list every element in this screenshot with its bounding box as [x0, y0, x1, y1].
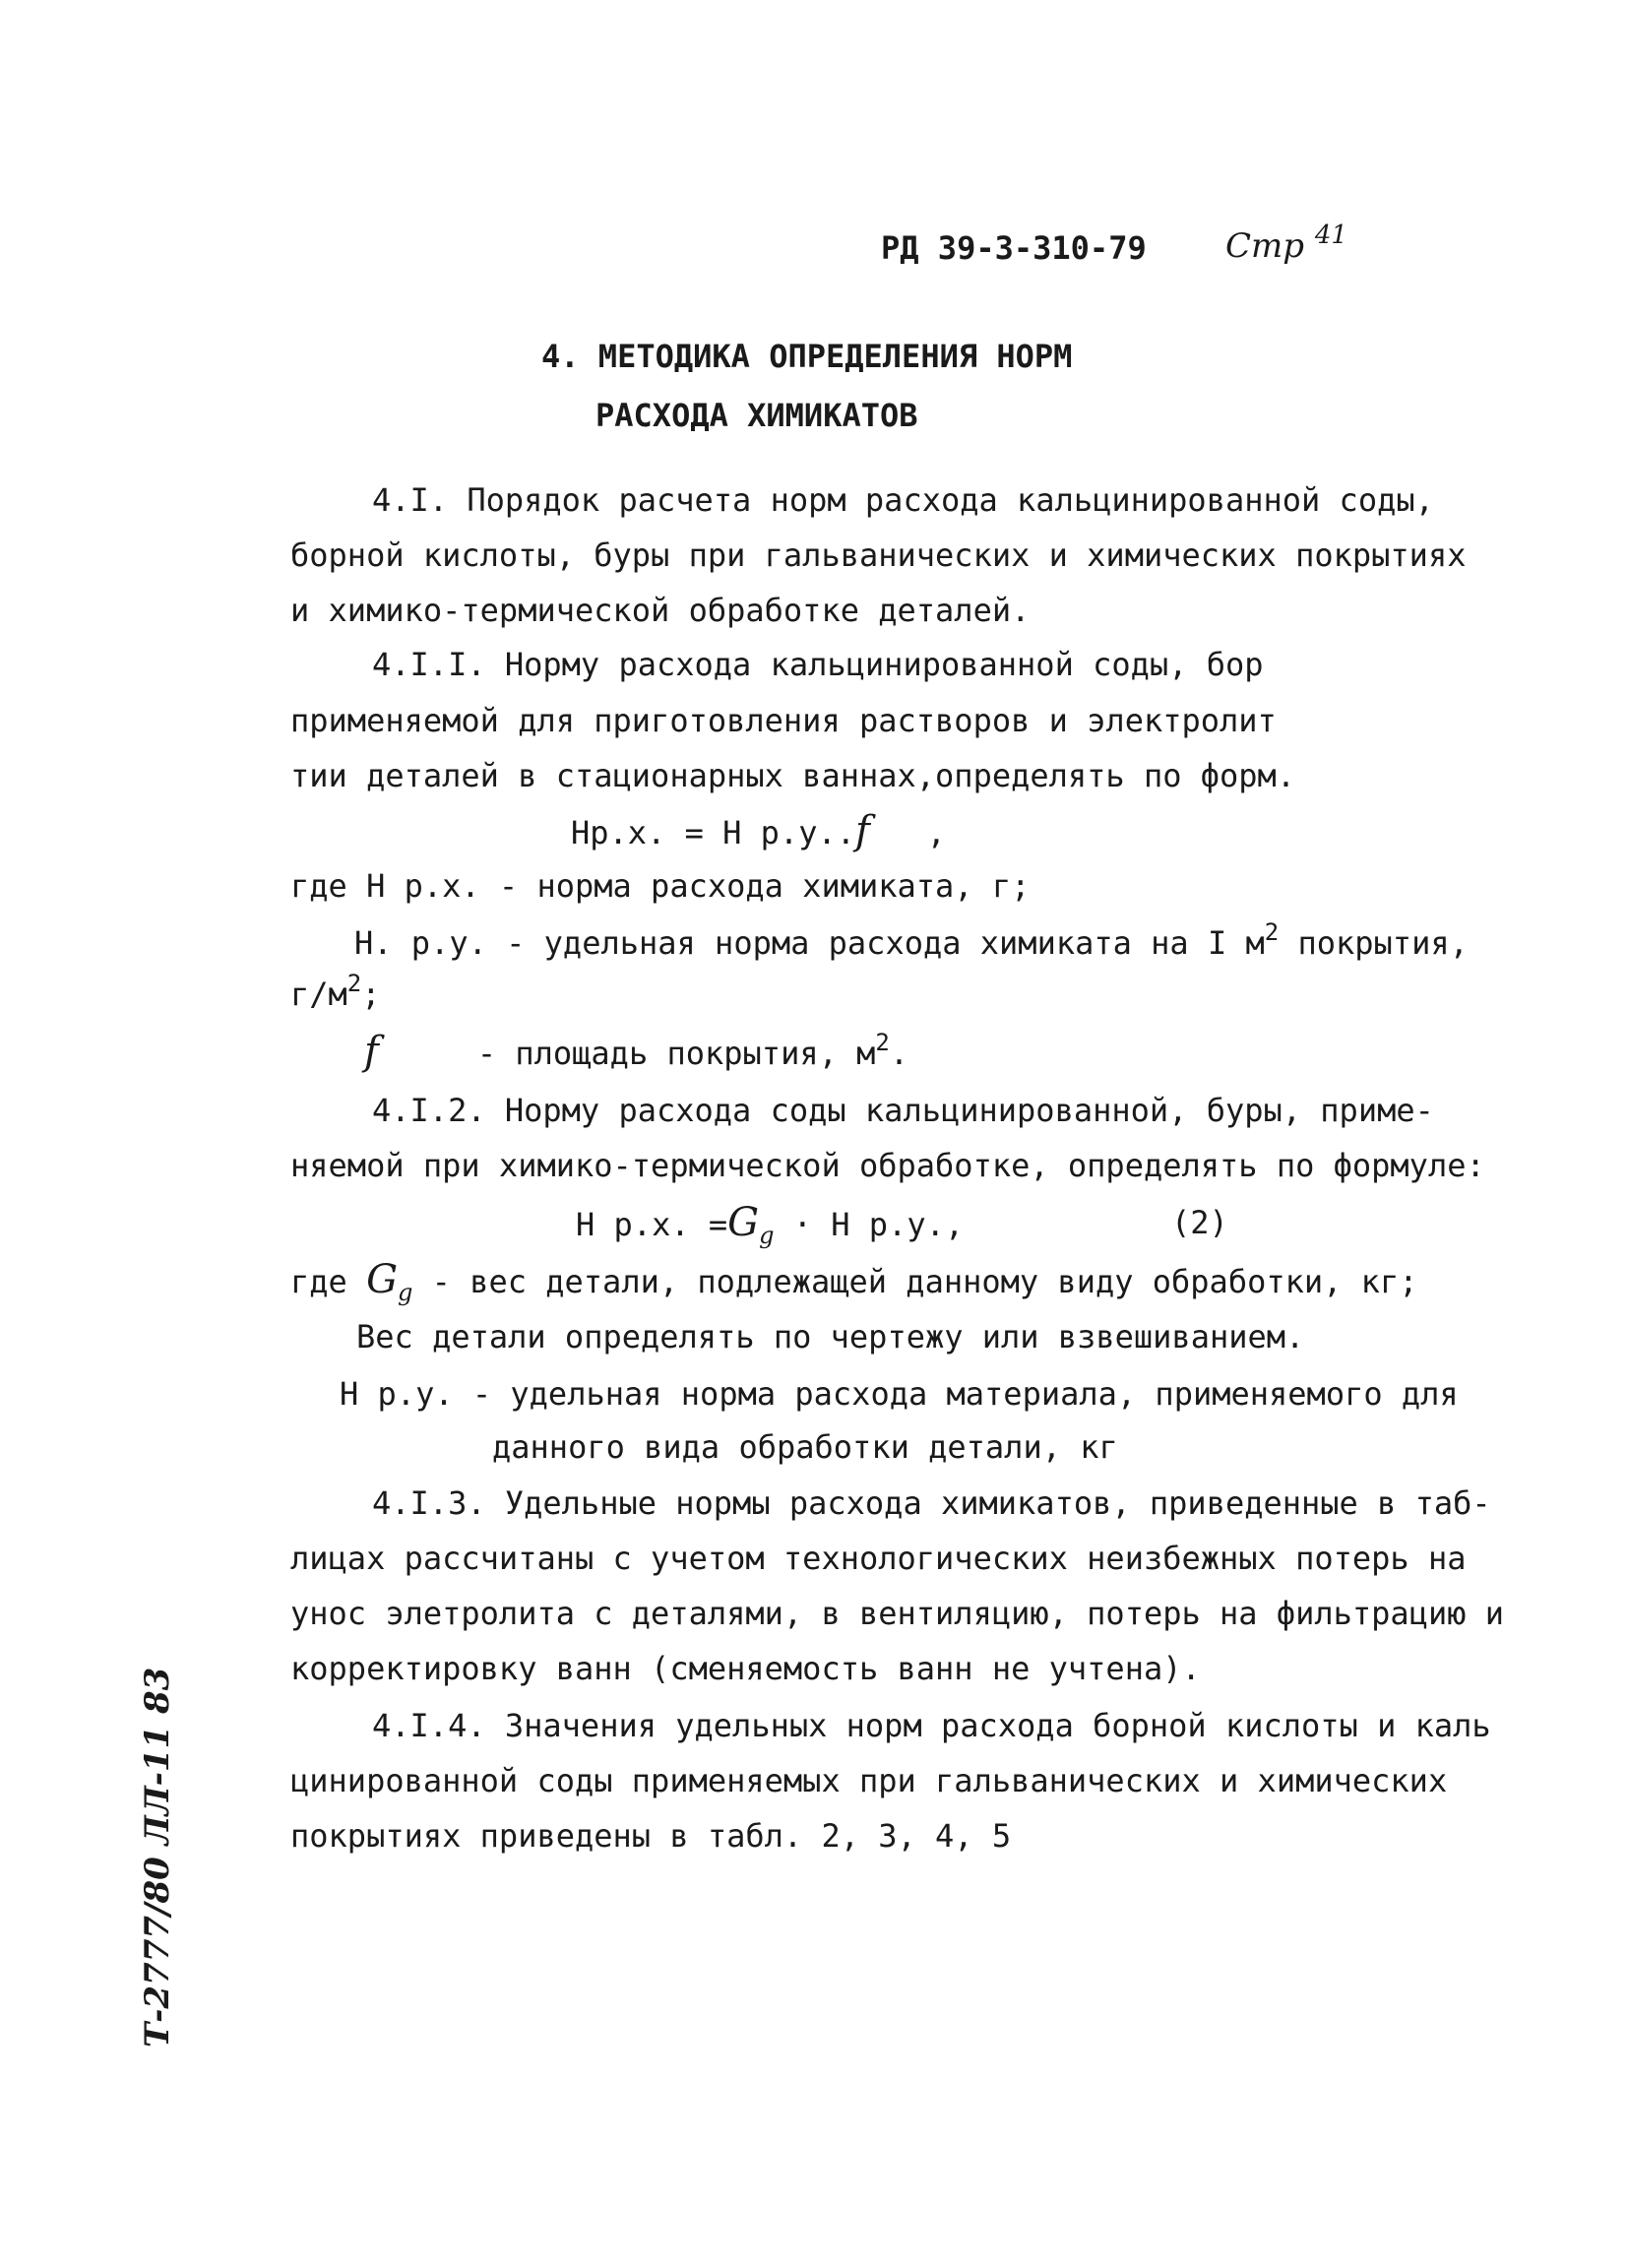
- superscript: 2: [1264, 918, 1280, 946]
- section-title-line2: РАСХОДА ХИМИКАТОВ: [595, 397, 918, 434]
- weight-note: Вес детали определять по чертежу или взвешиванием.: [356, 1318, 1305, 1355]
- paragraph-4-1-line2: борной кислоты, буры при гальванических и химических покрытиях: [290, 536, 1467, 574]
- formula-2-lhs: Н р.х. =: [576, 1206, 728, 1243]
- unit-text: г/м: [290, 976, 347, 1013]
- paragraph-4-1-1-line3: тии деталей в стационарных ваннах,определять по форм.: [290, 757, 1296, 794]
- paragraph-4-1-3-line1: 4.I.3. Удельные нормы расхода химикатов, приведенные в таб-: [372, 1484, 1491, 1522]
- paragraph-4-1-line3: и химико-термической обработке деталей.: [290, 592, 1031, 629]
- definition-nru-text: Н. р.у. - удельная норма расхода химиката на I м: [354, 924, 1265, 962]
- paragraph-4-1-4-line3: покрытиях приведены в табл. 2, 3, 4, 5: [290, 1817, 1012, 1855]
- formula-1: [571, 808, 946, 853]
- area-symbol: f: [854, 808, 870, 853]
- page-number-label: [1225, 220, 1347, 266]
- definition-area: [364, 1029, 909, 1074]
- paragraph-4-1-2-line1: 4.I.2. Норму расхода соды кальцинированной, буры, приме-: [372, 1092, 1434, 1129]
- paragraph-4-1-1-line1: 4.I.I. Норму расхода кальцинированной соды, бор: [372, 646, 1264, 683]
- document-code: РД 39-3-310-79: [881, 229, 1147, 267]
- paragraph-4-1-3-line3: унос элетролита с деталями, в вентиляцию, потерь на фильтрацию и: [290, 1595, 1504, 1632]
- formula-2-rhs: · Н р.у.,: [774, 1206, 965, 1243]
- weight-subscript: g: [398, 1279, 413, 1306]
- weight-symbol: G: [366, 1257, 399, 1302]
- unit-end: ;: [361, 976, 381, 1013]
- formula-1-comma: ,: [926, 814, 946, 851]
- period: .: [889, 1035, 909, 1072]
- formula-2: [576, 1200, 965, 1249]
- paragraph-4-1-4-line1: 4.I.4. Значения удельных норм расхода борной кислоты и каль: [372, 1707, 1491, 1744]
- definition-nru: [354, 918, 1469, 963]
- superscript: 2: [875, 1029, 890, 1056]
- definition-weight: [290, 1257, 1418, 1306]
- paragraph-4-1-3-line2: лицах рассчитаны с учетом технологических неизбежных потерь на: [290, 1540, 1467, 1577]
- definition-nru-material-cont: данного вида обработки детали, кг: [492, 1428, 1118, 1466]
- paragraph-4-1-2-line2: няемой при химико-термической обработке, определять по формуле:: [290, 1147, 1485, 1184]
- paragraph-4-1-1-line2: применяемой для приготовления растворов и электролит: [290, 702, 1277, 739]
- definition-nrx: где Н р.х. - норма расхода химиката, г;: [290, 867, 1031, 905]
- section-title-line1: 4. МЕТОДИКА ОПРЕДЕЛЕНИЯ НОРМ: [541, 338, 1073, 375]
- formula-2-number: (2): [1171, 1204, 1228, 1241]
- where-word: где: [290, 1263, 367, 1300]
- superscript: 2: [346, 970, 362, 997]
- page-number: 41: [1314, 220, 1347, 250]
- margin-handwritten-note: Т-2777/80 ЛЛ-11 83: [138, 1667, 177, 2048]
- formula-1-lhs: Нр.х. = Н р.у..: [571, 814, 855, 851]
- area-symbol: f: [364, 1029, 379, 1074]
- paragraph-4-1-line1: 4.I. Порядок расчета норм расхода кальцинированной соды,: [372, 481, 1434, 519]
- paragraph-4-1-3-line4: корректировку ванн (сменяемость ванн не учтена).: [290, 1650, 1201, 1687]
- definition-nru-material: Н р.у. - удельная норма расхода материала, применяемого для: [340, 1375, 1459, 1413]
- paragraph-4-1-4-line2: цинированной соды применяемых при гальванических и химических: [290, 1762, 1448, 1799]
- page-label: Стр: [1225, 226, 1305, 266]
- definition-nru-unit: [290, 970, 381, 1014]
- definition-nru-text-end: покрытия,: [1279, 924, 1469, 962]
- definition-area-text: - площадь покрытия, м: [476, 1035, 876, 1072]
- definition-weight-text: - вес детали, подлежащей данному виду обработки, кг;: [412, 1263, 1418, 1300]
- weight-subscript: g: [759, 1222, 775, 1249]
- weight-symbol: G: [727, 1200, 760, 1245]
